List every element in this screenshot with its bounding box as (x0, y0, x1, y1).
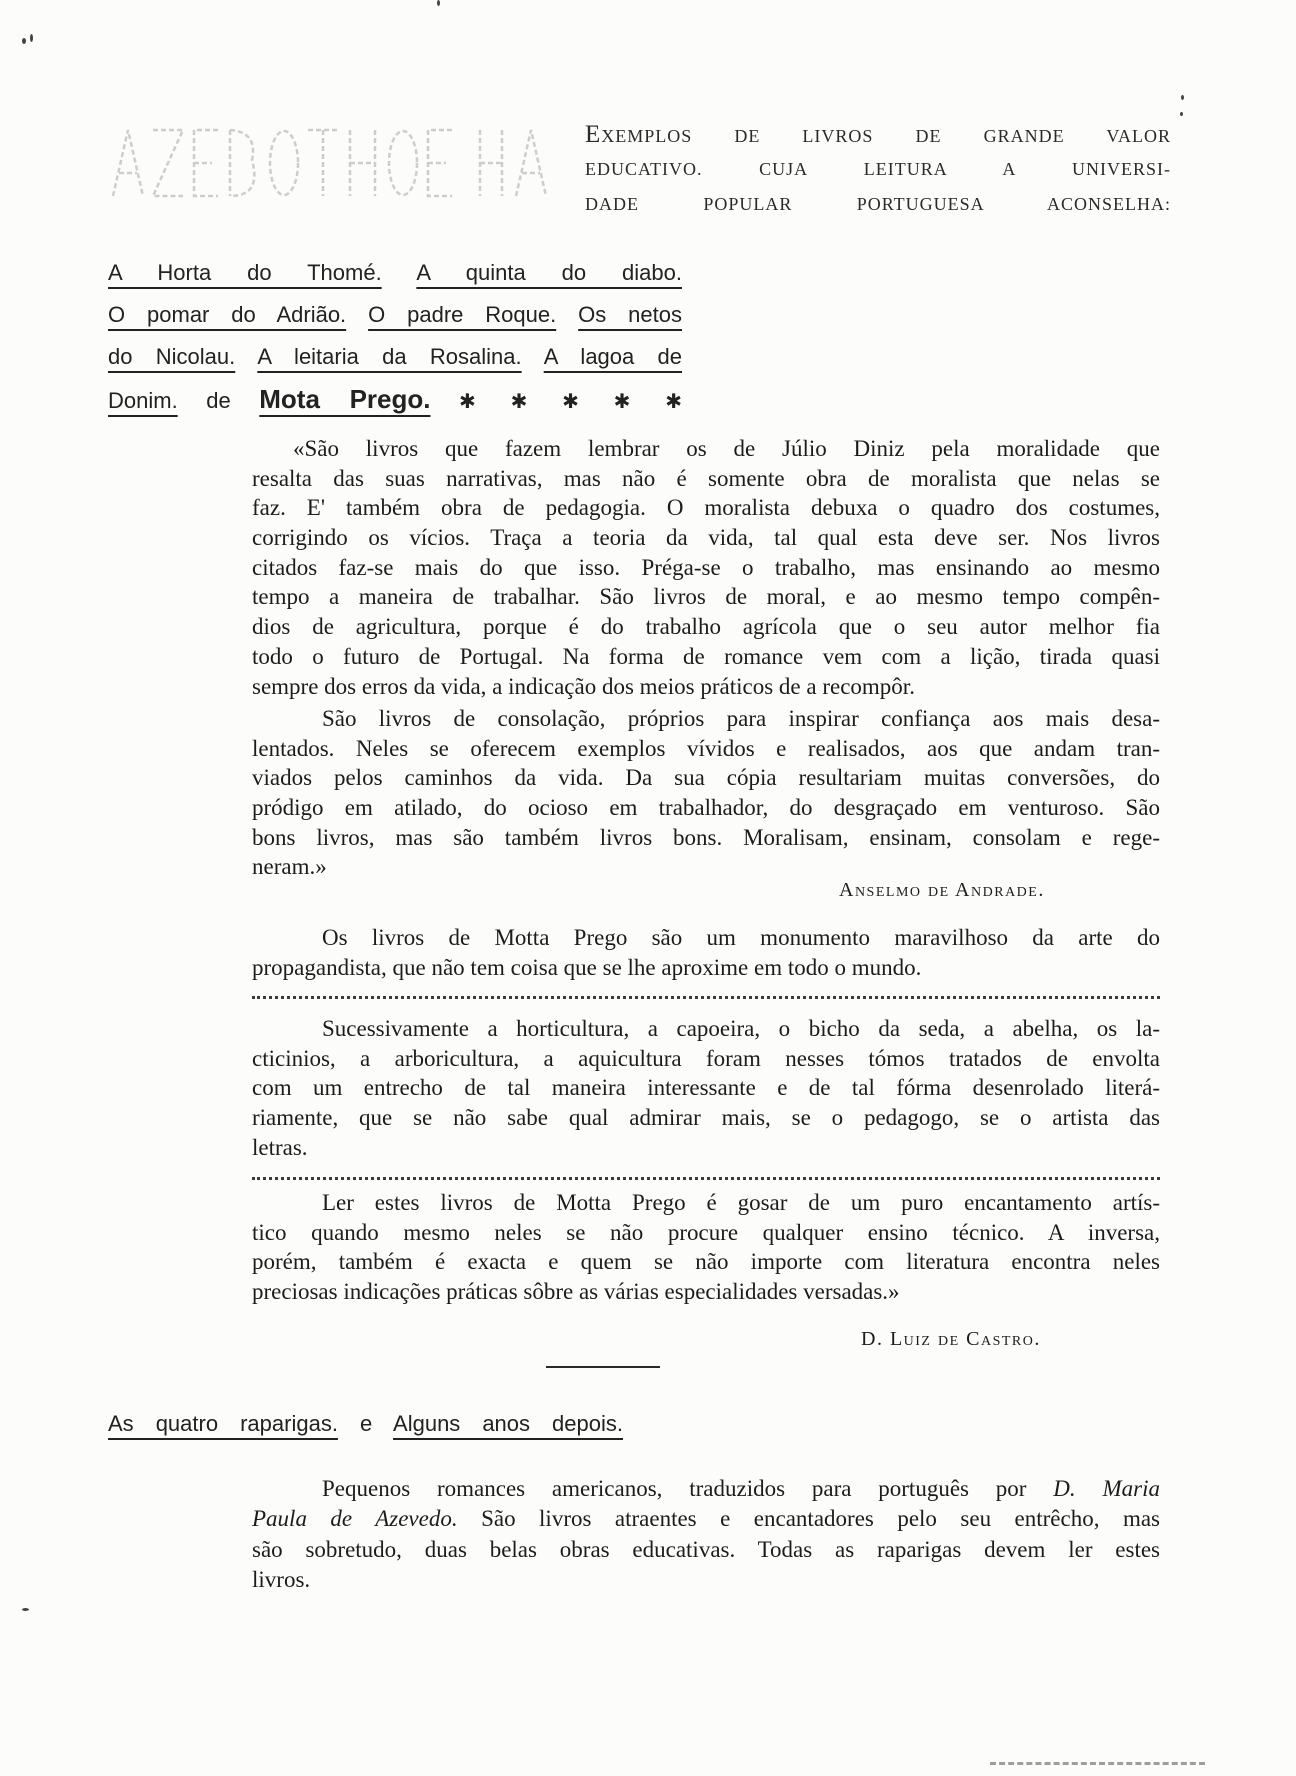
title-line (108, 378, 682, 420)
text-line: todo o futuro de Portugal. Na forma de romance vem com a lição, tirada quasi (252, 643, 1160, 669)
book-title: O padre Roque. (368, 302, 557, 327)
text-line (252, 1565, 1160, 1595)
quote-author: Anselmo de Andrade. (839, 879, 1045, 901)
book-title: do Nicolau. (108, 344, 236, 369)
quote-paragraph (252, 923, 1160, 982)
text-line: tempo a maneira de trabalhar. São livros de moral, e ao mesmo tempo compên- (252, 584, 1160, 610)
title-connector: e (359, 1411, 373, 1436)
text-segment: São livros atraentes e encantadores pelo seu entrêcho, mas (481, 1506, 1160, 1532)
text-line: Sucessivamente a horticultura, a capoeira, o bicho da seda, a abelha, os la- (322, 1016, 1160, 1041)
text-line: viados pelos caminhos da vida. Da sua cópia resultariam muitas conversões, do (252, 765, 1160, 791)
quote-paragraph (252, 1188, 1160, 1307)
header-line: EDUCATIVO. CUJA LEITURA A UNIVERSI- (585, 159, 1171, 179)
author-name: Mota Prego. (259, 384, 431, 414)
book-title: Alguns anos depois. (393, 1411, 623, 1436)
text-segment: Pequenos romances americanos, traduzidos para português por (322, 1476, 1027, 1501)
text-line: lentados. Neles se oferecem exemplos vívidos e realisados, aos que andam tran- (252, 735, 1160, 761)
translator-name: D. Maria (1053, 1476, 1160, 1501)
text-line: letras. (252, 1134, 308, 1160)
text-line (252, 1504, 1160, 1534)
title-line (108, 336, 682, 378)
text-line: dios de agricultura, porque é do trabalho agrícola que o seu autor melhor fia (252, 614, 1160, 640)
text-line: resalta das suas narrativas, mas não é somente obra de moralista que nelas se (252, 465, 1160, 491)
text-line: neram.» (252, 854, 327, 880)
title-line (108, 252, 682, 294)
scan-speck (22, 38, 26, 44)
text-line: Os livros de Motta Prego são um monumento maravilhoso da arte do (322, 925, 1160, 950)
scan-speck (22, 1608, 29, 1611)
book-title: Os netos (578, 302, 682, 327)
quote-author: D. Luiz de Castro. (861, 1328, 1041, 1350)
text-segment: são sobretudo, duas belas obras educativas. Todas as raparigas devem ler estes (252, 1536, 1160, 1562)
text-line: tico quando mesmo neles se não procure qualquer ensino técnico. A inversa, (252, 1219, 1160, 1245)
text-line: sempre dos erros da vida, a indicação dos meios práticos de a recompôr. (252, 673, 915, 699)
header-recommendation (585, 117, 1171, 222)
book-title: A leitaria da Rosalina. (257, 344, 522, 369)
text-line: bons livros, mas são também livros bons. Moralisam, ensinam, consolam e rege- (252, 824, 1160, 850)
title-connector: de (206, 388, 231, 413)
text-line: preciosas indicações práticas sôbre as várias especialidades versadas.» (252, 1279, 900, 1305)
text-line: propagandista, que não tem coisa que se lhe aproxime em todo o mundo. (252, 954, 922, 980)
translator-name: Paula de Azevedo. (252, 1506, 458, 1532)
quote-paragraph (252, 1014, 1160, 1162)
text-line: São livros de consolação, próprios para inspirar confiança aos mais desa- (322, 706, 1160, 731)
book-title: O pomar do Adrião. (108, 302, 347, 327)
scan-speck (437, 0, 440, 6)
text-line: citados faz-se mais do que isso. Préga-se o trabalho, mas ensinando ao mesmo (252, 554, 1160, 580)
dotted-separator (252, 1177, 1160, 1180)
dotted-separator (252, 996, 1160, 999)
bleed-through-marks (108, 118, 558, 208)
asterisk-ornament: ✱ ✱ ✱ ✱ ✱ (459, 389, 682, 413)
header-line: DADE POPULAR PORTUGUESA ACONSELHA: (585, 194, 1171, 214)
book-title: As quatro raparigas. (108, 1411, 338, 1436)
scan-smudge (990, 1762, 1205, 1765)
title-line (108, 294, 682, 336)
text-line: com um entrecho de tal maneira interessante e de tal fórma desenrolado literá- (252, 1075, 1160, 1101)
book-description (252, 1474, 1160, 1595)
book-title: Donim. (108, 388, 178, 413)
text-line: Ler estes livros de Motta Prego é gosar de um puro encantamento artís- (322, 1190, 1160, 1215)
text-line: faz. E' também obra de pedagogia. O moralista debuxa o quadro dos costumes, (252, 495, 1160, 521)
text-line: cticinios, a arboricultura, a aquicultura foram nesses tómos tratados de envolta (252, 1045, 1160, 1071)
text-line (252, 1474, 1160, 1504)
text-line: corrigindo os vícios. Traça a teoria da vida, tal qual esta deve ser. Nos livros (252, 525, 1160, 551)
book-title-list (108, 1404, 623, 1444)
text-line: porém, também é exacta e quem se não importe com literatura encontra neles (252, 1249, 1160, 1275)
scan-speck (1181, 95, 1184, 100)
book-title: A quinta do diabo. (416, 260, 682, 285)
quote-paragraph (252, 704, 1160, 882)
book-title: A lagoa de (543, 344, 682, 369)
section-rule (546, 1366, 660, 1368)
book-title-list (108, 252, 682, 420)
scan-speck (30, 34, 33, 42)
text-line: «São livros que fazem lembrar os de Júlio Diniz pela moralidade que (293, 436, 1160, 461)
scan-speck (1180, 112, 1183, 116)
text-line: riamente, que se não sabe qual admirar mais, se o pedagogo, se o artista das (252, 1105, 1160, 1131)
text-segment: livros. (252, 1566, 311, 1592)
text-line: pródigo em atilado, do ocioso em trabalhador, do desgraçado em venturoso. São (252, 795, 1160, 821)
quote-paragraph (252, 434, 1160, 701)
text-line (252, 1535, 1160, 1565)
header-line: EXEMPLOS DE LIVROS DE GRANDE VALOR (585, 121, 1171, 148)
book-title: A Horta do Thomé. (108, 260, 382, 285)
